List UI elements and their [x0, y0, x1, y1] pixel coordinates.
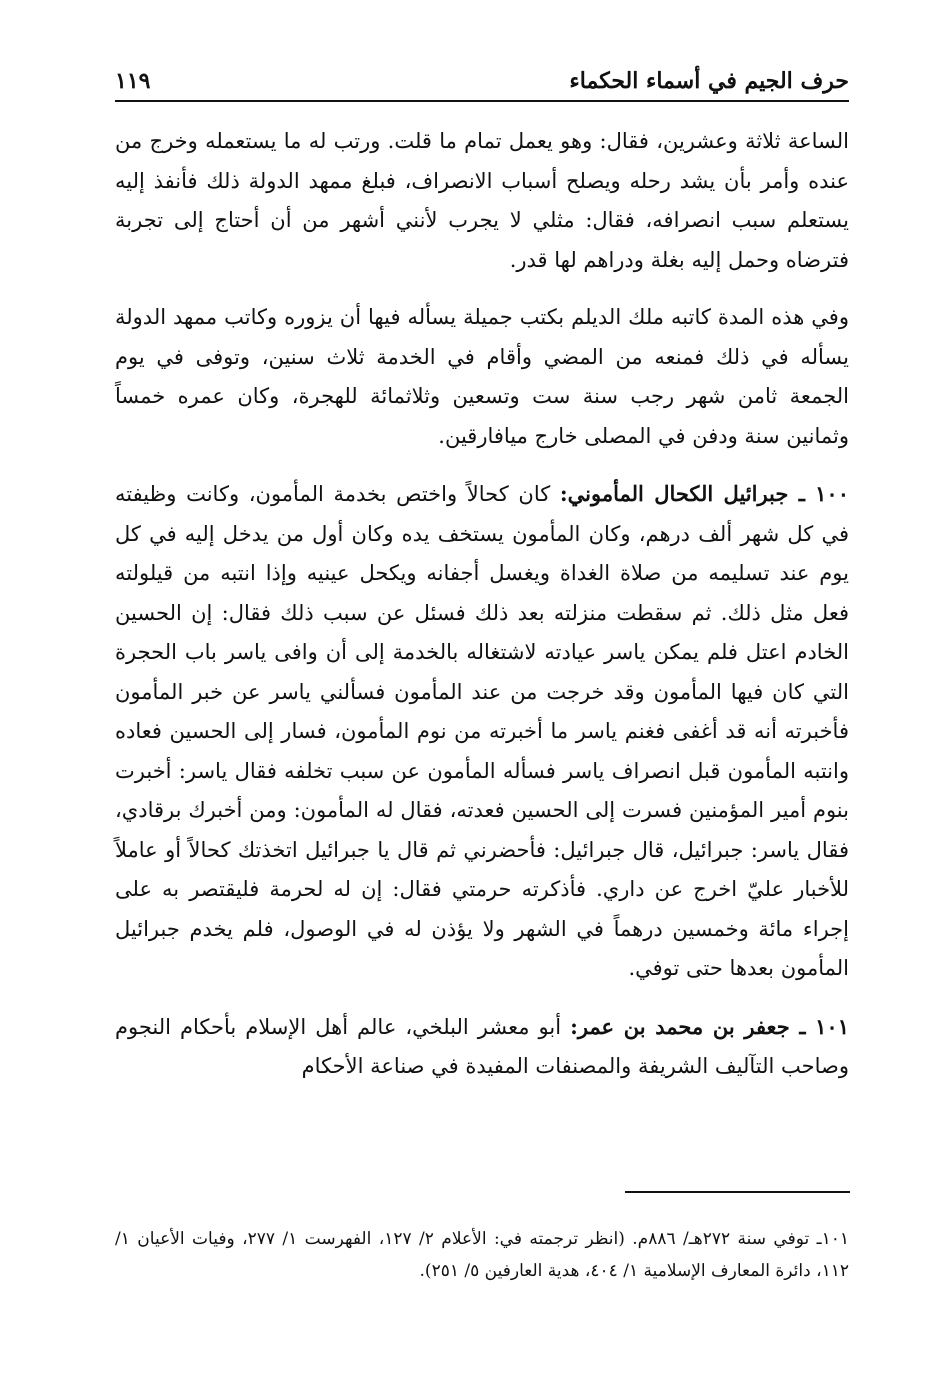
body-text	[115, 122, 849, 1105]
footnote-divider	[625, 1191, 850, 1193]
footnote: ١٠١ـ توفي سنة ٢٧٢هـ/ ٨٨٦م. (انظر ترجمته في: الأعلام ٢/ ١٢٧، الفهرست ١/ ٢٧٧، وفيات الأعيان ١/ ١١٢، دائرة المعارف الإسلامية ١/ ٤٠٤، هدية العارفين ٥/ ٢٥١).	[115, 1229, 849, 1281]
page-number: ١١٩	[115, 68, 151, 94]
entry-text: أبو معشر البلخي، عالم أهل الإسلام بأحكام النجوم وصاحب التآليف الشريفة والمصنفات المفيدة في صناعة الأحكام	[115, 1014, 849, 1078]
entry-title: ١٠١ ـ جعفر بن محمد بن عمر:	[570, 1013, 849, 1039]
entry-paragraph	[115, 1007, 849, 1087]
entry-text: كان كحالاً واختص بخدمة المأمون، وكانت وظيفته في كل شهر ألف درهم، وكان المأمون يستخف يده وكان أول من يدخل إليه في كل يوم عند تسليمه من صلاة الغداة ويغسل أجفانه ويكحل عينيه وإذا انتبه من قيلولته فعل مثل ذلك. ثم سقطت منزلته بعد ذلك فسئل عن سبب ذلك فقال: إن الحسين الخادم اعتل فلم يمكن ياسر عيادته لاشتغاله بالخدمة إلى أن وافى ياسر باب الحجرة التي كان فيها المأمون وقد خرجت من عند المأمون فسألني ياسر عن خبر المأمون فأخبرته أنه قد أغفى فغنم ياسر ما أخبرته من نوم المأمون، فسار إلى الحسين فعاده وانتبه المأمون قبل انصراف ياسر فسأله المأمون عن سبب تخلفه فقال ياسر: أخبرت بنوم أمير المؤمنين فسرت إلى الحسين فعدته، فقال له المأمون: ومن أخبرك برقادي، فقال ياسر: جبرائيل، قال جبرائيل: فأحضرني ثم قال يا جبرائيل اتخذتك كحالاً أو عاملاً للأخبار عليّ اخرج عن داري. فأذكرته حرمتي فقال: إن له لحرمة فليقتصر به على إجراء مائة وخمسين درهماً في الشهر ولا يؤذن له في الوصول، فلم يخدم جبرائيل المأمون بعدها حتى توفي.	[115, 482, 850, 980]
paragraph: وفي هذه المدة كاتبه ملك الديلم بكتب جميلة يسأله فيها أن يزوره وكاتب ممهد الدولة يسأله في ذلك فمنعه من المضي وأقام في الخدمة ثلاث سنين، وتوفى في يوم الجمعة ثامن شهر رجب سنة ست وتسعين وثلاثمائة للهجرة، وكان عمره خمساً وثمانين سنة ودفن في المصلى خارج ميافارقين.	[115, 305, 849, 448]
paragraph: الساعة ثلاثة وعشرين، فقال: وهو يعمل تمام ما قلت. ورتب له ما يستعمله وخرج من عنده وأمر بأن يشد رحله ويصلح أسباب الانصراف، فبلغ ممهد الدولة ذلك فأنفذ إليه يستعلم سبب انصرافه، فقال: مثلي لا يجرب لأنني أشهر من أن أحتاج إلى تجربة فترضاه وحمل إليه بغلة ودراهم لها قدر.	[115, 129, 849, 272]
entry-title: ١٠٠ ـ جبرائيل الكحال المأموني:	[559, 481, 849, 506]
entry-paragraph	[115, 474, 849, 989]
page-header	[115, 58, 849, 102]
running-title: حرف الجيم في أسماء الحكماء	[569, 68, 849, 94]
